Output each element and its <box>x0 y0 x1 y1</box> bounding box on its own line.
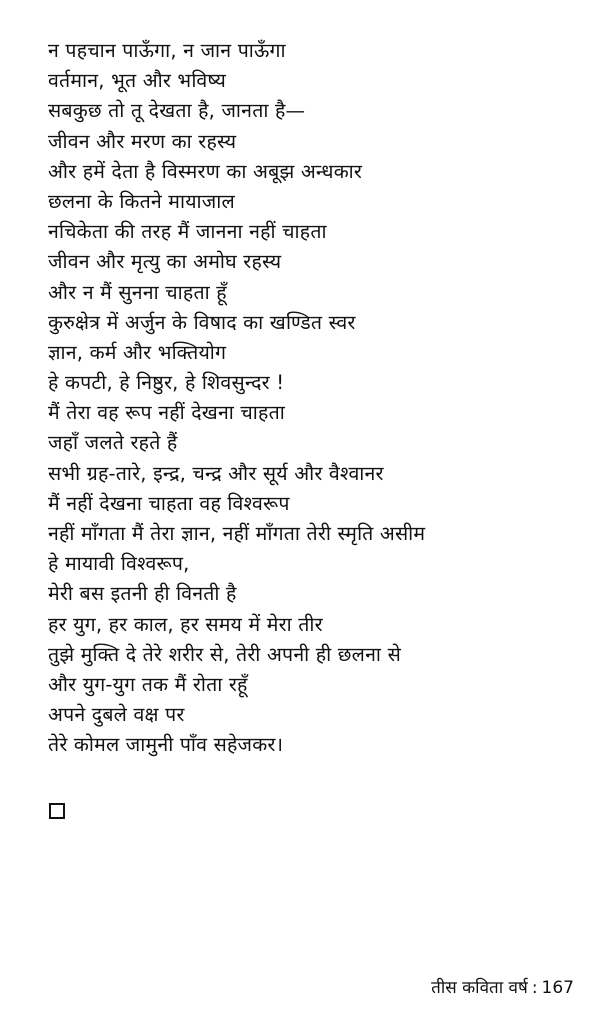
poem-line: सभी ग्रह-तारे, इन्द्र, चन्द्र और सूर्य और वैश्वानर <box>48 461 384 485</box>
poem-line: नचिकेता की तरह मैं जानना नहीं चाहता <box>48 220 327 244</box>
page-footer <box>431 977 574 999</box>
poem-line: और हमें देता है विस्मरण का अबूझ अन्धकार <box>48 159 363 183</box>
poem-line: मेरी बस इतनी ही विनती है <box>48 582 237 606</box>
poem-line: सबकुछ तो तू देखता है, जानता है— <box>48 99 306 123</box>
poem-line: हे कपटी, हे निष्ठुर, हे शिवसुन्दर ! <box>48 371 285 395</box>
book-title: तीस कविता वर्ष <box>431 978 528 998</box>
poem-line: और युग-युग तक मैं रोता रहूँ <box>48 672 248 696</box>
poem-line: न पहचान पाऊँगा, न जान पाऊँगा <box>48 39 286 62</box>
poem-line: जहाँ जलते रहते हैं <box>48 431 178 455</box>
footer-separator: : <box>531 978 538 998</box>
poem-line: कुरुक्षेत्र में अर्जुन के विषाद का खण्डित स्वर <box>48 310 356 334</box>
poem-line: जीवन और मरण का रहस्य <box>48 129 237 153</box>
poem-line: नहीं माँगता मैं तेरा ज्ञान, नहीं माँगता तेरी स्मृति असीम <box>48 522 426 545</box>
poem-line: जीवन और मृत्यु का अमोघ रहस्य <box>48 250 282 274</box>
poem-line: हर युग, हर काल, हर समय में मेरा तीर <box>48 612 323 636</box>
poem-text <box>48 36 425 761</box>
page-number: 167 <box>541 978 574 998</box>
poem-line: तुझे मुक्ति दे तेरे शरीर से, तेरी अपनी ही छलना से <box>48 642 401 666</box>
poem-line: हे मायावी विश्वरूप, <box>48 552 190 576</box>
poem-line: छलना के कितने मायाजाल <box>48 189 235 213</box>
poem-line: और न मैं सुनना चाहता हूँ <box>48 280 227 304</box>
poem-line: ज्ञान, कर्म और भक्तियोग <box>48 340 227 364</box>
poem-line: तेरे कोमल जामुनी पाँव सहेजकर। <box>48 733 284 757</box>
poem-line: मैं तेरा वह रूप नहीं देखना चाहता <box>48 401 285 425</box>
poem-line: मैं नहीं देखना चाहता वह विश्वरूप <box>48 491 290 515</box>
section-end-square-icon <box>49 803 65 819</box>
poem-line: वर्तमान, भूत और भविष्य <box>48 69 227 93</box>
poem-line: अपने दुबले वक्ष पर <box>48 703 185 727</box>
